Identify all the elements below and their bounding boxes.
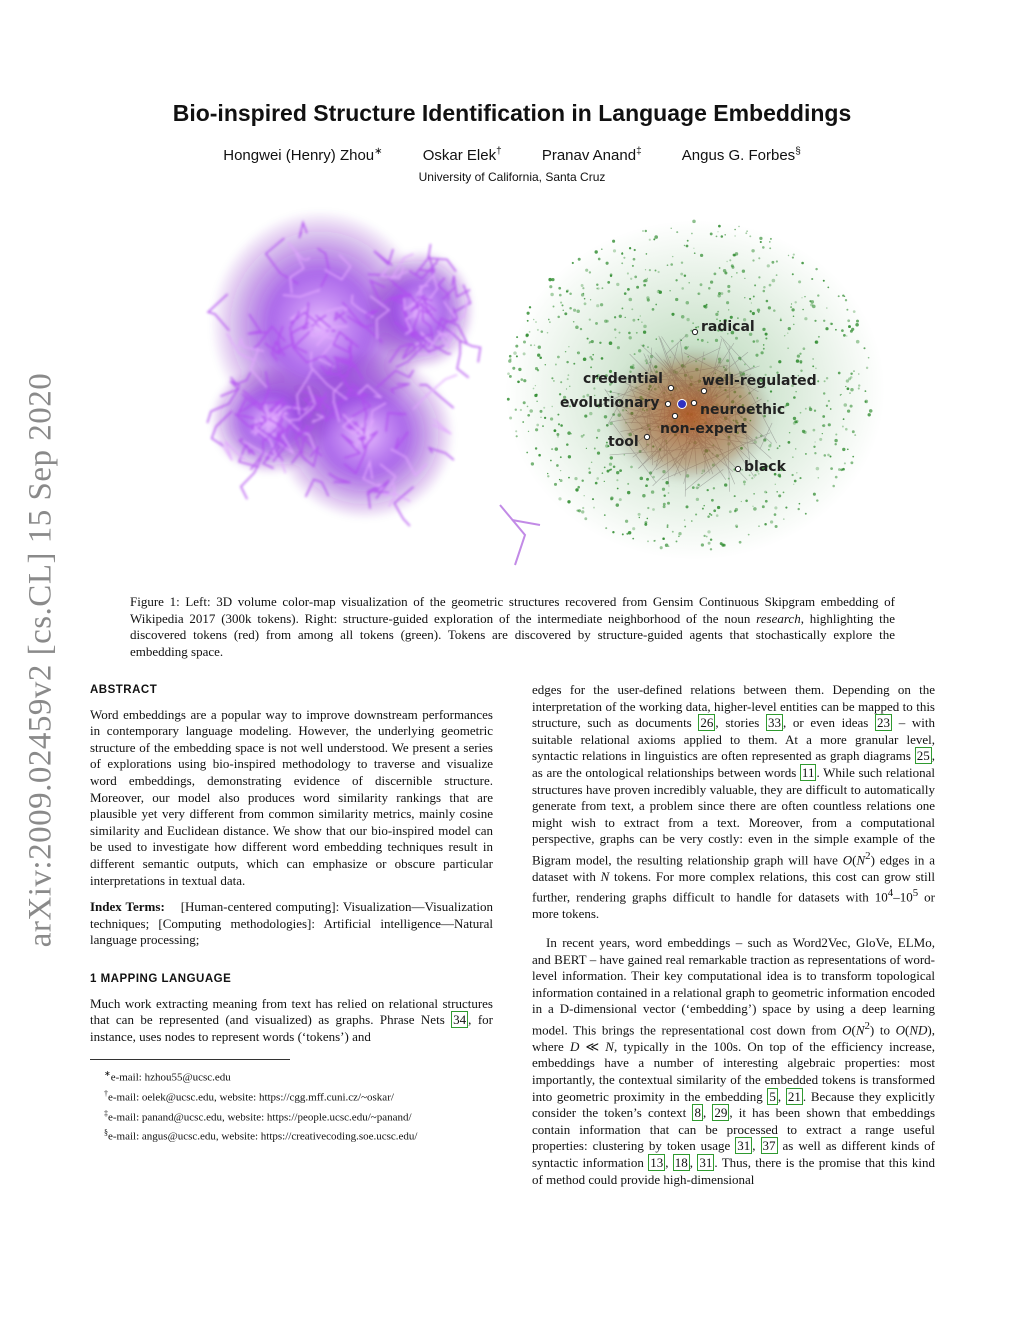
right-column (532, 682, 935, 1188)
svg-text:evolutionary: evolutionary (560, 395, 660, 411)
footnote: §e-mail: angus@ucsc.edu, website: https://creativecoding.soe.ucsc.edu/ (104, 1128, 418, 1143)
figure-1 (120, 190, 910, 590)
index-terms: Index Terms: [Human-centered computing]: Visualization—Visualization techniques; [Computing methodologies]: Artificial intelligence—Natural language processing; (90, 899, 493, 948)
author: Hongwei (Henry) Zhou∗ (223, 146, 383, 164)
footnote-rule (90, 1059, 290, 1060)
svg-text:credential: credential (583, 371, 663, 387)
section-1-text-right-p1: edges for the user-defined relations between them. Depending on the interpretation of the working data, higher-level entities can be mapped to this structure, such as documents 26 , stories 33 , or even ideas 23 – with suitable relational axioms applied to them. At a more granular level, syntactic relations in linguistics are often represented as graph diagrams 25 , as are the ontological relationships between words 11 . While such relational structures have proven incredibly valuable, they are difficult to automatically generate from text, a problem since there are often countless relations one might wish to extract from a text. Moreover, from a computational perspective, graphs can be very costly: even in the simple example of the Bigram model, the resulting relationship graph will have $O(N^2)$ edges in a dataset with N tokens. For more complex relations, this cost can grow still further, rendering graphs difficult to handle for datasets with $10^4-10^5$ or more tokens. (532, 682, 935, 922)
svg-text:tool: tool (608, 434, 639, 450)
footnote: ‡e-mail: panand@ucsc.edu, website: https://people.ucsc.edu/~panand/ (104, 1108, 412, 1124)
left-volume-visualization (207, 210, 540, 565)
query-node (678, 400, 687, 409)
figure-caption: Figure 1: Left: 3D volume color-map visualization of the geometric structures recovered from Gensim Continuous Skipgram embedding of Wikipedia 2017 (300k tokens). Right: structure-guided exploration of the intermediate neighborhood of the noun research, highlighting the discovered tokens (red) from among all tokens (green). Tokens are discovered by structure-guided agents that stochastically explore the embedding space. (130, 594, 895, 659)
token-evolutionary (560, 395, 671, 411)
section-1-heading: 1 MAPPING LANGUAGE (90, 972, 232, 985)
right-exploration-visualization (505, 220, 885, 560)
svg-text:neuroethic: neuroethic (700, 402, 786, 418)
author: Pranav Anand‡ (541, 146, 642, 164)
abstract-heading: ABSTRACT (90, 684, 158, 696)
left-column (90, 682, 493, 1145)
abstract-text: Word embeddings are a popular way to improve downstream performances in contemporary language modeling. However, the underlying geometric structure of the embedding space is not well understood. We present a series of explorations using bio-inspired methodology to traverse and visualize word embeddings, demonstrating evidence of discernible structure. Moreover, our model also produces word similarity rankings that are plausible yet very different from common similarity metrics, mainly cosine similarity and Euclidean distance. We show that our bio-inspired model can be used to investigate how different word embedding techniques result in different semantic outputs, which can emphasize or obscure particular interpretations in textual data. (90, 706, 493, 888)
arxiv-sidebar-stamp: arXiv:2009.02459v2 [cs.CL] 15 Sep 2020 (22, 372, 59, 948)
svg-text:well-regulated: well-regulated (702, 373, 817, 389)
section-1-text-left: Much work extracting meaning from text has relied on relational structures that can be represented (and visualized) as graphs. Phrase Nets 34 , for instance, uses nodes to represent words (‘tokens’) and (90, 995, 493, 1044)
token-radical (692, 319, 754, 335)
section-1-text-right-p2: In recent years, word embeddings – such as Word2Vec, GloVe, ELMo, and BERT – have gained real remarkable traction as representations of word-level information. Their key computational idea is to transform topological information contained in a relational graph to geometric information encoded in a D-dimensional vector (‘embedding’) space by using a deep learning model. This brings the representational cost down from $O(N^2)$ to O(ND), where D ≪ N, typically in the 100s. On top of the efficiency increase, embeddings have a number of interesting algebraic properties: most importantly, the contextual similarity of the embedded tokens is transformed into geometric proximity in the embedding 5 , 21 . Because they explicitly consider the token’s context 8 , 29 , it has been shown that embeddings contain information that can be processed to extract a range useful properties: clustering by token usage 31 , 37 as well as different kinds of syntactic information 13 , 18 , 31 . Thus, there is the promise that this kind of method could provide high-dimensional (532, 934, 936, 1187)
token-black (735, 459, 786, 475)
author: Angus G. Forbes§ (681, 146, 801, 164)
footnote: †e-mail: oelek@ucsc.edu, website: https://cgg.mff.cuni.cz/~oskar/ (104, 1088, 394, 1104)
token-neuroethic (691, 400, 785, 418)
affiliation: University of California, Santa Cruz (418, 170, 606, 184)
svg-text:radical: radical (701, 319, 755, 335)
author-list (0, 146, 1024, 164)
svg-text:non-expert: non-expert (660, 421, 748, 437)
footnote: ∗e-mail: hzhou55@ucsc.edu (104, 1069, 231, 1084)
paper-title: Bio-inspired Structure Identification in Language Embeddings (172, 100, 852, 126)
svg-text:black: black (744, 459, 786, 475)
author: Oskar Elek† (422, 146, 502, 164)
